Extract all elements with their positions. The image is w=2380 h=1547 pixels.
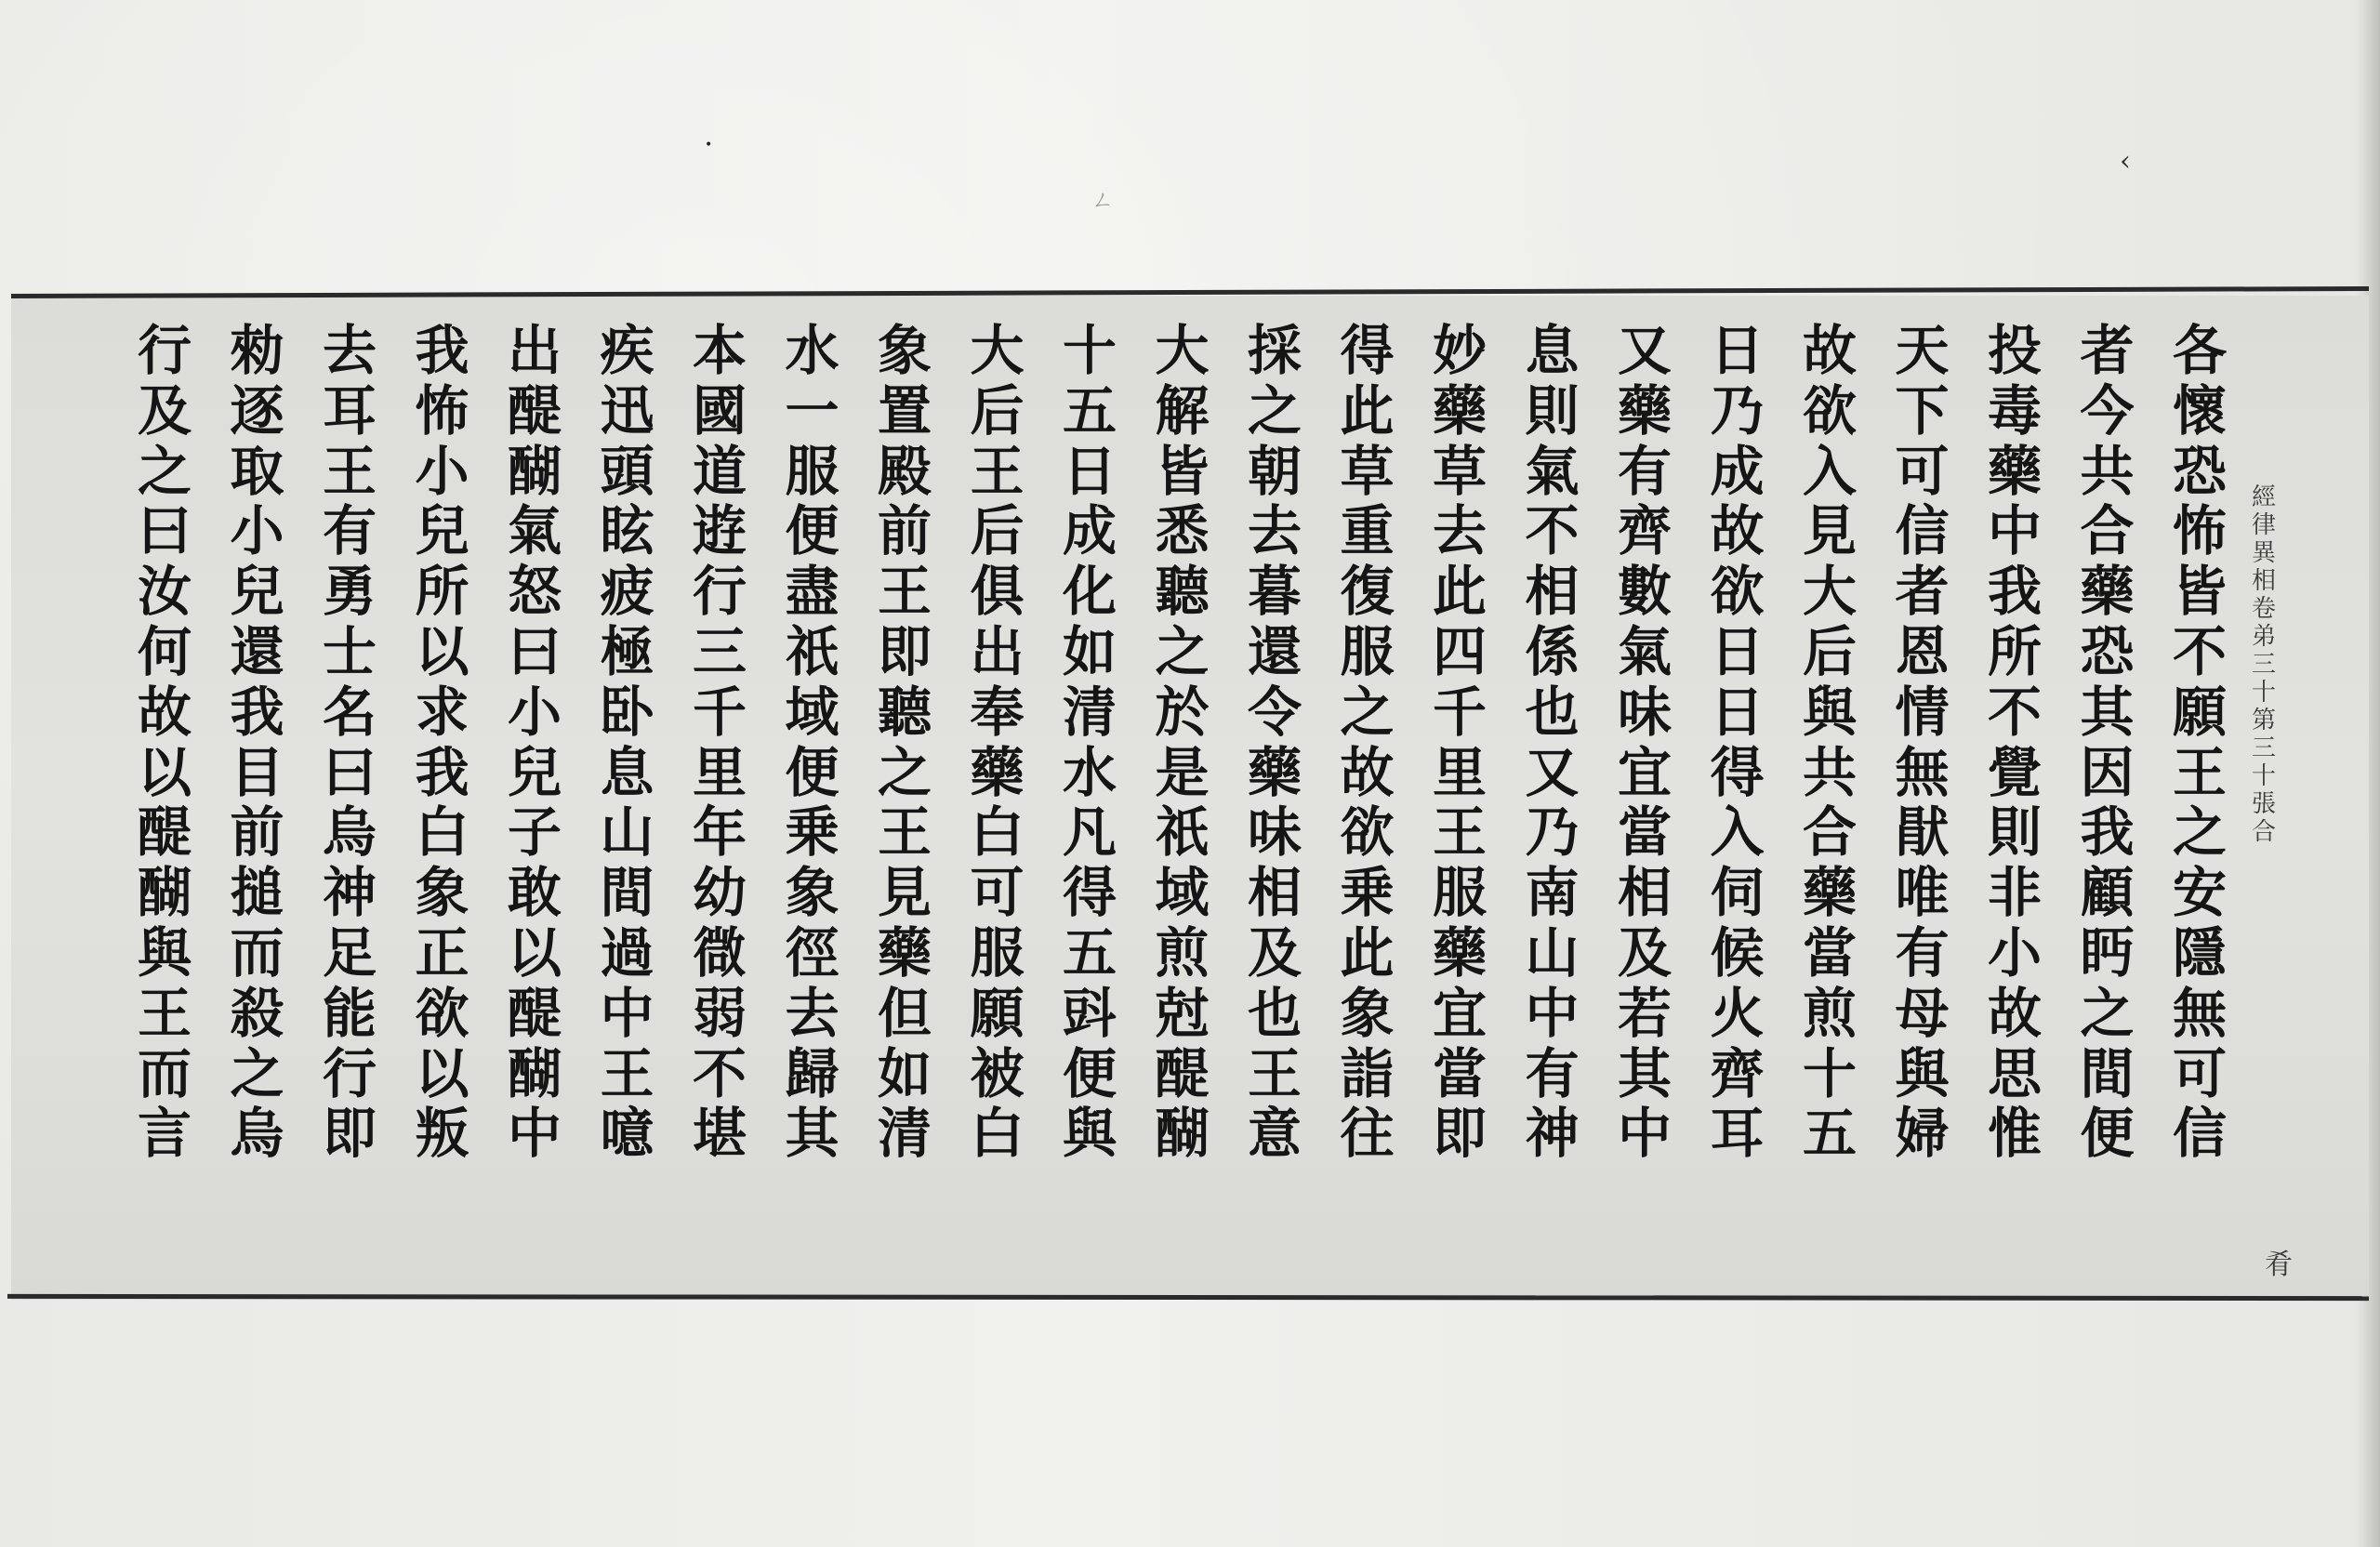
margin-mark: 肴 [2265, 1249, 2293, 1281]
ink-dot-mark: • [705, 138, 713, 152]
text-column: 投 毒 藥 中 我 所 不 覺 則 非 小 故 思 惟 [1987, 319, 2042, 1166]
text-column: 妙 藥 草 去 此 四 千 里 王 服 藥 宜 當 即 [1432, 319, 1487, 1166]
text-column: 採 之 朝 去 暮 還 令 藥 味 相 及 也 王 意 [1247, 319, 1302, 1166]
margin-title: 經律異相卷弟三十 第三十張 合 [2251, 483, 2276, 846]
text-column: 疾 迅 頭 眩 疲 極 卧 息 山 間 過 中 王 噫 [600, 319, 654, 1166]
text-column: 天 下 可 信 者 恩 情 無 猒 唯 有 母 與 婦 [1895, 319, 1950, 1166]
text-column: 水 一 服 便 盡 祇 域 便 乗 象 徑 去 歸 其 [785, 319, 840, 1166]
text-column: 大 解 皆 悉 聽 之 於 是 祇 域 煎 尅 醍 醐 [1155, 319, 1210, 1166]
text-column: 得 此 草 重 復 服 之 故 欲 乗 此 象 詣 往 [1340, 319, 1395, 1166]
bottom-border-rule [7, 1294, 2369, 1301]
text-column: 行 及 之 曰 汝 何 故 以 醍 醐 與 王 而 言 [137, 319, 192, 1166]
text-column: 勑 逐 取 小 兒 還 我 目 前 搥 而 殺 之 烏 [230, 319, 284, 1166]
text-column: 又 藥 有 齊 數 氣 味 宜 當 相 及 若 其 中 [1617, 319, 1672, 1166]
text-column: 息 則 氣 不 相 係 也 又 乃 南 山 中 有 神 [1525, 319, 1580, 1166]
text-column: 各 懷 恐 怖 皆 不 願 王 之 安 隱 無 可 信 [2172, 319, 2227, 1166]
margin-tick-mark: ‹ [2120, 145, 2131, 178]
text-column: 本 國 道 逰 行 三 千 里 年 幼 㣲 弱 不 堪 [692, 319, 747, 1166]
text-column: 大 后 王 后 俱 出 奉 藥 白 可 服 願 被 白 [970, 319, 1025, 1166]
text-column: 去 耳 王 有 勇 士 名 曰 烏 神 足 能 行 即 [322, 319, 377, 1166]
text-column: 故 欲 入 見 大 后 與 共 合 藥 當 煎 十 五 [1802, 319, 1857, 1166]
text-column: 日 乃 成 故 欲 日 日 得 入 伺 候 火 齊 耳 [1710, 319, 1765, 1166]
text-column: 象 置 殿 前 王 即 聽 之 王 見 藥 但 如 清 [877, 319, 932, 1166]
text-column: 出 醍 醐 氣 怒 曰 小 兒 子 敢 以 醍 醐 中 [507, 319, 562, 1166]
text-column: 者 今 共 合 藥 恐 其 因 我 顧 眄 之 間 便 [2080, 319, 2135, 1166]
text-column: 十 五 日 成 化 如 清 水 凡 得 五 㪷 便 與 [1062, 319, 1117, 1166]
faint-pencil-mark: ㄥ [1091, 187, 1114, 213]
text-column: 我 怖 小 兒 所 以 求 我 白 象 正 欲 以 叛 [415, 319, 469, 1166]
